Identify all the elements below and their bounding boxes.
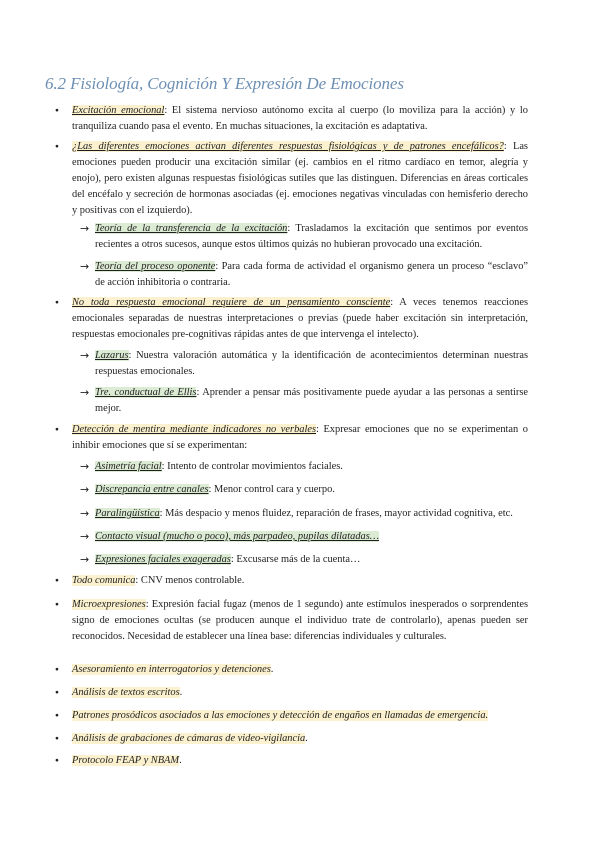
- sub-contacto-visual: [95, 529, 528, 545]
- text: : El sistema nervioso autónomo excita al cuerpo (lo moviliza para la acción) y lo tranquiliza cuando pasa el evento. En muchas situaciones, la excitación es adaptativa.: [72, 105, 528, 132]
- text: .: [270, 664, 274, 675]
- text: .: [179, 755, 182, 766]
- sub-asimetria-facial: [95, 459, 528, 475]
- sub-discrepancia-canales: [95, 482, 528, 498]
- bullet-protocolo: [72, 753, 528, 769]
- term: Paralingüística: [95, 508, 160, 519]
- term: Lazarus: [95, 350, 129, 361]
- term: Patrones prosódicos asociados a las emociones y detección de engaños en llamadas de emergencia.: [72, 710, 489, 721]
- bullet-deteccion-mentira: [72, 422, 528, 454]
- term: Todo comunica: [72, 575, 136, 586]
- sub-transferencia-excitacion: [95, 221, 528, 253]
- term: ¿Las diferentes emociones activan diferentes respuestas fisiológicas y de patrones encefálicos?: [72, 141, 504, 152]
- term: Análisis de textos escritos: [72, 687, 180, 698]
- term: Análisis de grabaciones de cámaras de video-vigilancia: [72, 733, 306, 744]
- sub-ellis: [95, 385, 528, 417]
- bullet-respuesta-emocional: [72, 295, 528, 343]
- text: : Expresión facial fugaz (menos de 1 segundo) ante estímulos inesperados o sorprendentes signo de emociones ocultas (se producen aunque el individuo trate de controlarlo), apenas pueden ser reconocidos. Necesidad de establecer una línea base: diferencias individuales y culturales.: [72, 599, 528, 642]
- bullet-microexpresiones: [72, 597, 528, 645]
- bullet-analisis-grabaciones: [72, 731, 528, 747]
- sub-paralinguistica: [95, 506, 528, 522]
- text: .: [179, 687, 183, 698]
- text: : A veces tenemos reacciones emocionales separadas de nuestras interpretaciones o previas (puede haber excitación sin interpretación, respuestas emocionales pre-cognitivas rápidas antes de que intervenga el intelecto).: [72, 297, 528, 340]
- bullet-analisis-textos: [72, 685, 528, 701]
- text: : Intento de controlar movimientos faciales.: [161, 461, 343, 472]
- term: Expresiones faciales exageradas: [95, 554, 231, 565]
- bullet-asesoramiento: [72, 662, 528, 678]
- bullet-excitacion-emocional: [72, 103, 528, 135]
- text: : Nuestra valoración automática y la identificación de acontecimientos determinan nuestras respuestas emocionales.: [95, 350, 528, 377]
- term: Asimetría facial: [95, 461, 162, 472]
- text: : Las emociones pueden producir una excitación similar (ej. cambios en el ritmo cardíaco en temor, alegría y enojo), pero existen algunas respuestas fisiológicas sutiles que las distinguen. Diferencias en áreas corticales del encéfalo y secreción de hormonas asociadas (ej. emociones negativas vinculadas con hemisferio derecho y positivas con el izquierdo).: [72, 141, 528, 216]
- term: No toda respuesta emocional requiere de un pensamiento consciente: [72, 297, 391, 308]
- bullet-todo-comunica: [72, 573, 528, 589]
- term: Contacto visual (mucho o poco), más parpadeo, pupilas dilatadas…: [95, 531, 379, 542]
- sub-lazarus: [95, 348, 528, 380]
- text: : Expresar emociones que no se experimentan o inhibir emociones que sí se experimentan:: [72, 424, 528, 451]
- text: .: [305, 733, 308, 744]
- sub-proceso-oponente: [95, 259, 528, 291]
- section-title: 6.2 Fisiología, Cognición Y Expresión De Emociones: [45, 74, 404, 93]
- text: : Excusarse más de la cuenta…: [230, 554, 361, 565]
- sub-expresiones-exageradas: [95, 552, 528, 568]
- term: Excitación emocional: [72, 105, 165, 116]
- text: : Para cada forma de actividad el organismo genera un proceso “esclavo” de acción inhibitoria o contraria.: [95, 261, 529, 288]
- text: : Trasladamos la excitación que sentimos por eventos recientes a otros sucesos, aunque estos últimos quizás no hubieran provocado una excitación.: [95, 223, 528, 250]
- text: : Menor control cara y cuerpo.: [208, 484, 335, 495]
- term: Asesoramiento en interrogatorios y detenciones: [72, 664, 271, 675]
- term: Teoría del proceso oponente: [95, 261, 216, 272]
- text: : Más despacio y menos fluidez, reparación de frases, mayor actividad cognitiva, etc.: [159, 508, 513, 519]
- text: : CNV menos controlable.: [135, 575, 245, 586]
- term: Tre. conductual de Ellis: [95, 387, 197, 398]
- term: Discrepancia entre canales: [95, 484, 209, 495]
- term: Teoría de la transferencia de la excitación: [95, 223, 288, 234]
- term: Detección de mentira mediante indicadores no verbales: [72, 424, 316, 435]
- text: : Aprender a pensar más positivamente puede ayudar a las personas a sentirse mejor.: [95, 387, 528, 414]
- term: Microexpresiones: [72, 599, 146, 610]
- bullet-diferentes-emociones: [72, 139, 528, 219]
- term: Protocolo FEAP y NBAM: [72, 755, 180, 766]
- bullet-patrones-prosodicos: [72, 708, 528, 724]
